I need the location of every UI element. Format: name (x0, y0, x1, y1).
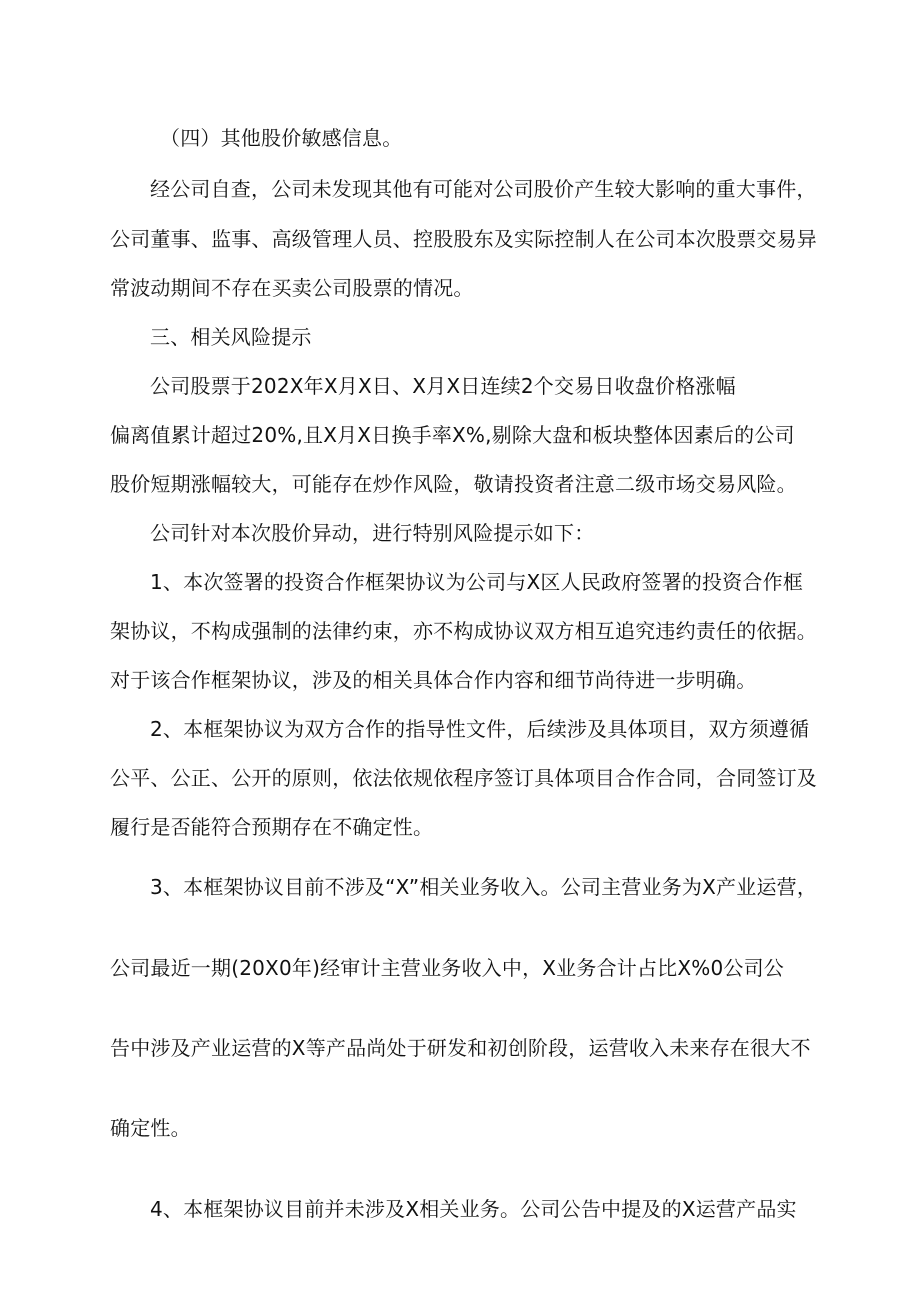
paragraph-line: 公平、公正、公开的原则，依法依规依程序签订具体项目合作合同，合同签订及 (110, 766, 817, 790)
paragraph-line: 1、本次签署的投资合作框架协议为公司与X区人民政府签署的投资合作框 (150, 570, 804, 594)
paragraph-line: 告中涉及产业运营的X等产品尚处于研发和初创阶段，运营收入未来存在很大不 (110, 1036, 811, 1060)
section-heading-other-sensitive-info: （四）其他股价敏感信息。 (160, 126, 403, 150)
paragraph-line: 2、本框架协议为双方合作的指导性文件，后续涉及具体项目，双方须遵循 (150, 717, 810, 741)
paragraph-line: 公司针对本次股价异动，进行特别风险提示如下： (150, 521, 595, 545)
paragraph-line: 常波动期间不存在买卖公司股票的情况。 (110, 276, 474, 300)
paragraph-line: 对于该合作框架协议，涉及的相关具体合作内容和细节尚待进一步明确。 (110, 668, 757, 692)
paragraph-line: 公司董事、监事、高级管理人员、控股股东及实际控制人在公司本次股票交易异 (110, 227, 817, 251)
paragraph-line: 架协议，不构成强制的法律约束，亦不构成协议双方相互追究违约责任的依据。 (110, 619, 817, 643)
paragraph-line: 偏离值累计超过20%,且X月X日换手率X%,剔除大盘和板块整体因素后的公司 (110, 423, 795, 447)
paragraph-line: 确定性。 (110, 1116, 191, 1140)
paragraph-line: 履行是否能符合预期存在不确定性。 (110, 815, 434, 839)
paragraph-line: 4、本框架协议目前并未涉及X相关业务。公司公告中提及的X运营产品实 (150, 1197, 797, 1221)
paragraph-line: 公司股票于202X年X月X日、X月X日连续2个交易日收盘价格涨幅 (150, 374, 736, 398)
paragraph-line: 3、本框架协议目前不涉及“X”相关业务收入。公司主营业务为X产业运营， (150, 875, 818, 899)
paragraph-line: 股价短期涨幅较大，可能存在炒作风险，敬请投资者注意二级市场交易风险。 (110, 472, 797, 496)
section-heading-risk: 三、相关风险提示 (150, 325, 312, 349)
paragraph-line: 公司最近一期(20X0年)经审计主营业务收入中，X业务合计占比X%0公司公 (110, 956, 785, 980)
paragraph-line: 经公司自查，公司未发现其他有可能对公司股价产生较大影响的重大事件， (150, 177, 817, 201)
